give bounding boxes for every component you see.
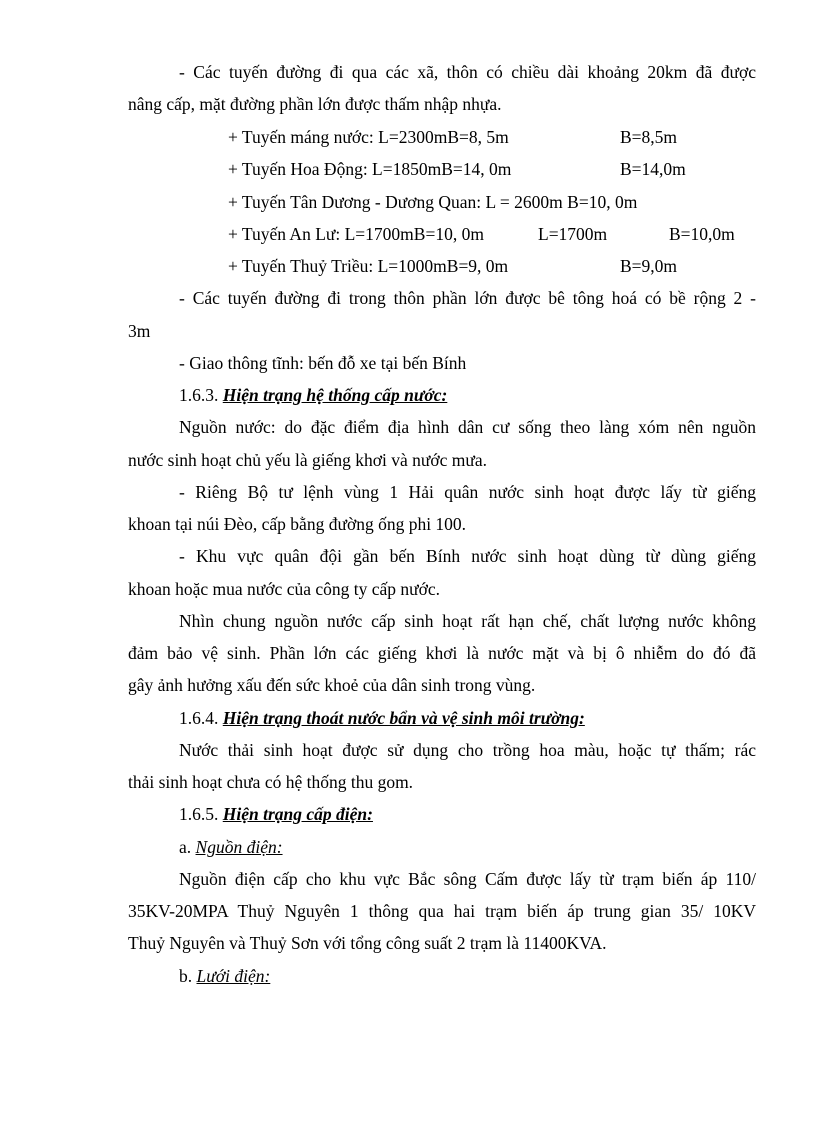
- roads-static-line: - Giao thông tĩnh: bến đỗ xe tại bến Bính: [179, 353, 467, 373]
- water-p3-line-2: khoan hoặc mua nước của công ty cấp nước.: [128, 579, 441, 599]
- section-number: 1.6.3.: [179, 385, 219, 405]
- roads-intro-line-1: - Các tuyến đường đi qua các xã, thôn có chiều dài khoảng 20km đã được: [179, 62, 756, 82]
- water-p2-line-1: - Riêng Bộ tư lệnh vùng 1 Hải quân nước sinh hoạt được lấy từ giếng: [179, 482, 756, 502]
- roads-intro-line-2: nâng cấp, mặt đường phần lớn được thấm nhập nhựa.: [128, 94, 502, 114]
- route-line-5: + Tuyến Thuỷ Triều: L=1000mB=9, 0m: [228, 256, 509, 276]
- section-title: Hiện trạng cấp điện:: [222, 804, 373, 824]
- route-line-2: + Tuyến Hoa Động: L=1850mB=14, 0m: [228, 159, 512, 179]
- power-p1-line-1: Nguồn điện cấp cho khu vực Bắc sông Cấm được lấy từ trạm biến áp 110/: [179, 869, 756, 889]
- power-p1-line-2: 35KV-20MPA Thuỷ Nguyên 1 thông qua hai trạm biến áp trung gian 35/ 10KV: [128, 901, 756, 921]
- water-p1-line-2: nước sinh hoạt chủ yếu là giếng khơi và nước mưa.: [128, 450, 487, 470]
- subheading-title: Nguồn điện:: [195, 837, 283, 857]
- drainage-p1-line-2: thải sinh hoạt chưa có hệ thống thu gom.: [128, 772, 414, 792]
- section-title: Hiện trạng hệ thống cấp nước:: [222, 385, 448, 405]
- section-number: 1.6.5.: [179, 804, 219, 824]
- route-4-length: L=1700m: [538, 224, 608, 244]
- route-4-width: B=10,0m: [669, 224, 735, 244]
- power-p1-line-3: Thuỷ Nguyên và Thuỷ Sơn với tổng công suất 2 trạm là 11400KVA.: [128, 933, 607, 953]
- water-p4-line-2: đảm bảo vệ sinh. Phần lớn các giếng khơi là nước mặt và bị ô nhiễm do đó đã: [128, 643, 756, 663]
- water-p4-line-1: Nhìn chung nguồn nước cấp sinh hoạt rất hạn chế, chất lượng nước không: [179, 611, 756, 631]
- section-title: Hiện trạng thoát nước bẩn và vệ sinh môi trường:: [222, 708, 585, 728]
- subheading-b: [179, 965, 756, 987]
- drainage-p1-line-1: Nước thải sinh hoạt được sử dụng cho trồng hoa màu, hoặc tự thấm; rác: [179, 740, 756, 760]
- subheading-prefix: a.: [179, 837, 192, 857]
- route-1-width: B=8,5m: [620, 127, 678, 147]
- route-line-4: + Tuyến An Lư: L=1700mB=10, 0m: [228, 224, 484, 244]
- roads-village-line-1: - Các tuyến đường đi trong thôn phần lớn được bê tông hoá có bề rộng 2 -: [179, 288, 756, 308]
- subheading-prefix: b.: [179, 966, 193, 986]
- section-heading-1-6-4: [179, 707, 756, 729]
- water-p4-line-3: gây ảnh hưởng xấu đến sức khoẻ của dân sinh trong vùng.: [128, 675, 536, 695]
- subheading-title: Lưới điện:: [196, 966, 271, 986]
- subheading-a: [179, 836, 756, 858]
- water-p2-line-2: khoan tại núi Đèo, cấp bằng đường ống phi 100.: [128, 514, 467, 534]
- section-heading-1-6-3: [179, 384, 756, 406]
- section-number: 1.6.4.: [179, 708, 219, 728]
- route-2-width: B=14,0m: [620, 159, 686, 179]
- route-5-width: B=9,0m: [620, 256, 678, 276]
- route-line-1: + Tuyến máng nước: L=2300mB=8, 5m: [228, 127, 509, 147]
- roads-village-line-2: 3m: [128, 321, 151, 341]
- section-heading-1-6-5: [179, 803, 756, 825]
- route-line-3: + Tuyến Tân Dương - Dương Quan: L = 2600m B=10, 0m: [228, 192, 638, 212]
- water-p3-line-1: - Khu vực quân đội gần bến Bính nước sinh hoạt dùng từ dùng giếng: [179, 546, 756, 566]
- water-p1-line-1: Nguồn nước: do đặc điểm địa hình dân cư sống theo làng xóm nên nguồn: [179, 417, 756, 437]
